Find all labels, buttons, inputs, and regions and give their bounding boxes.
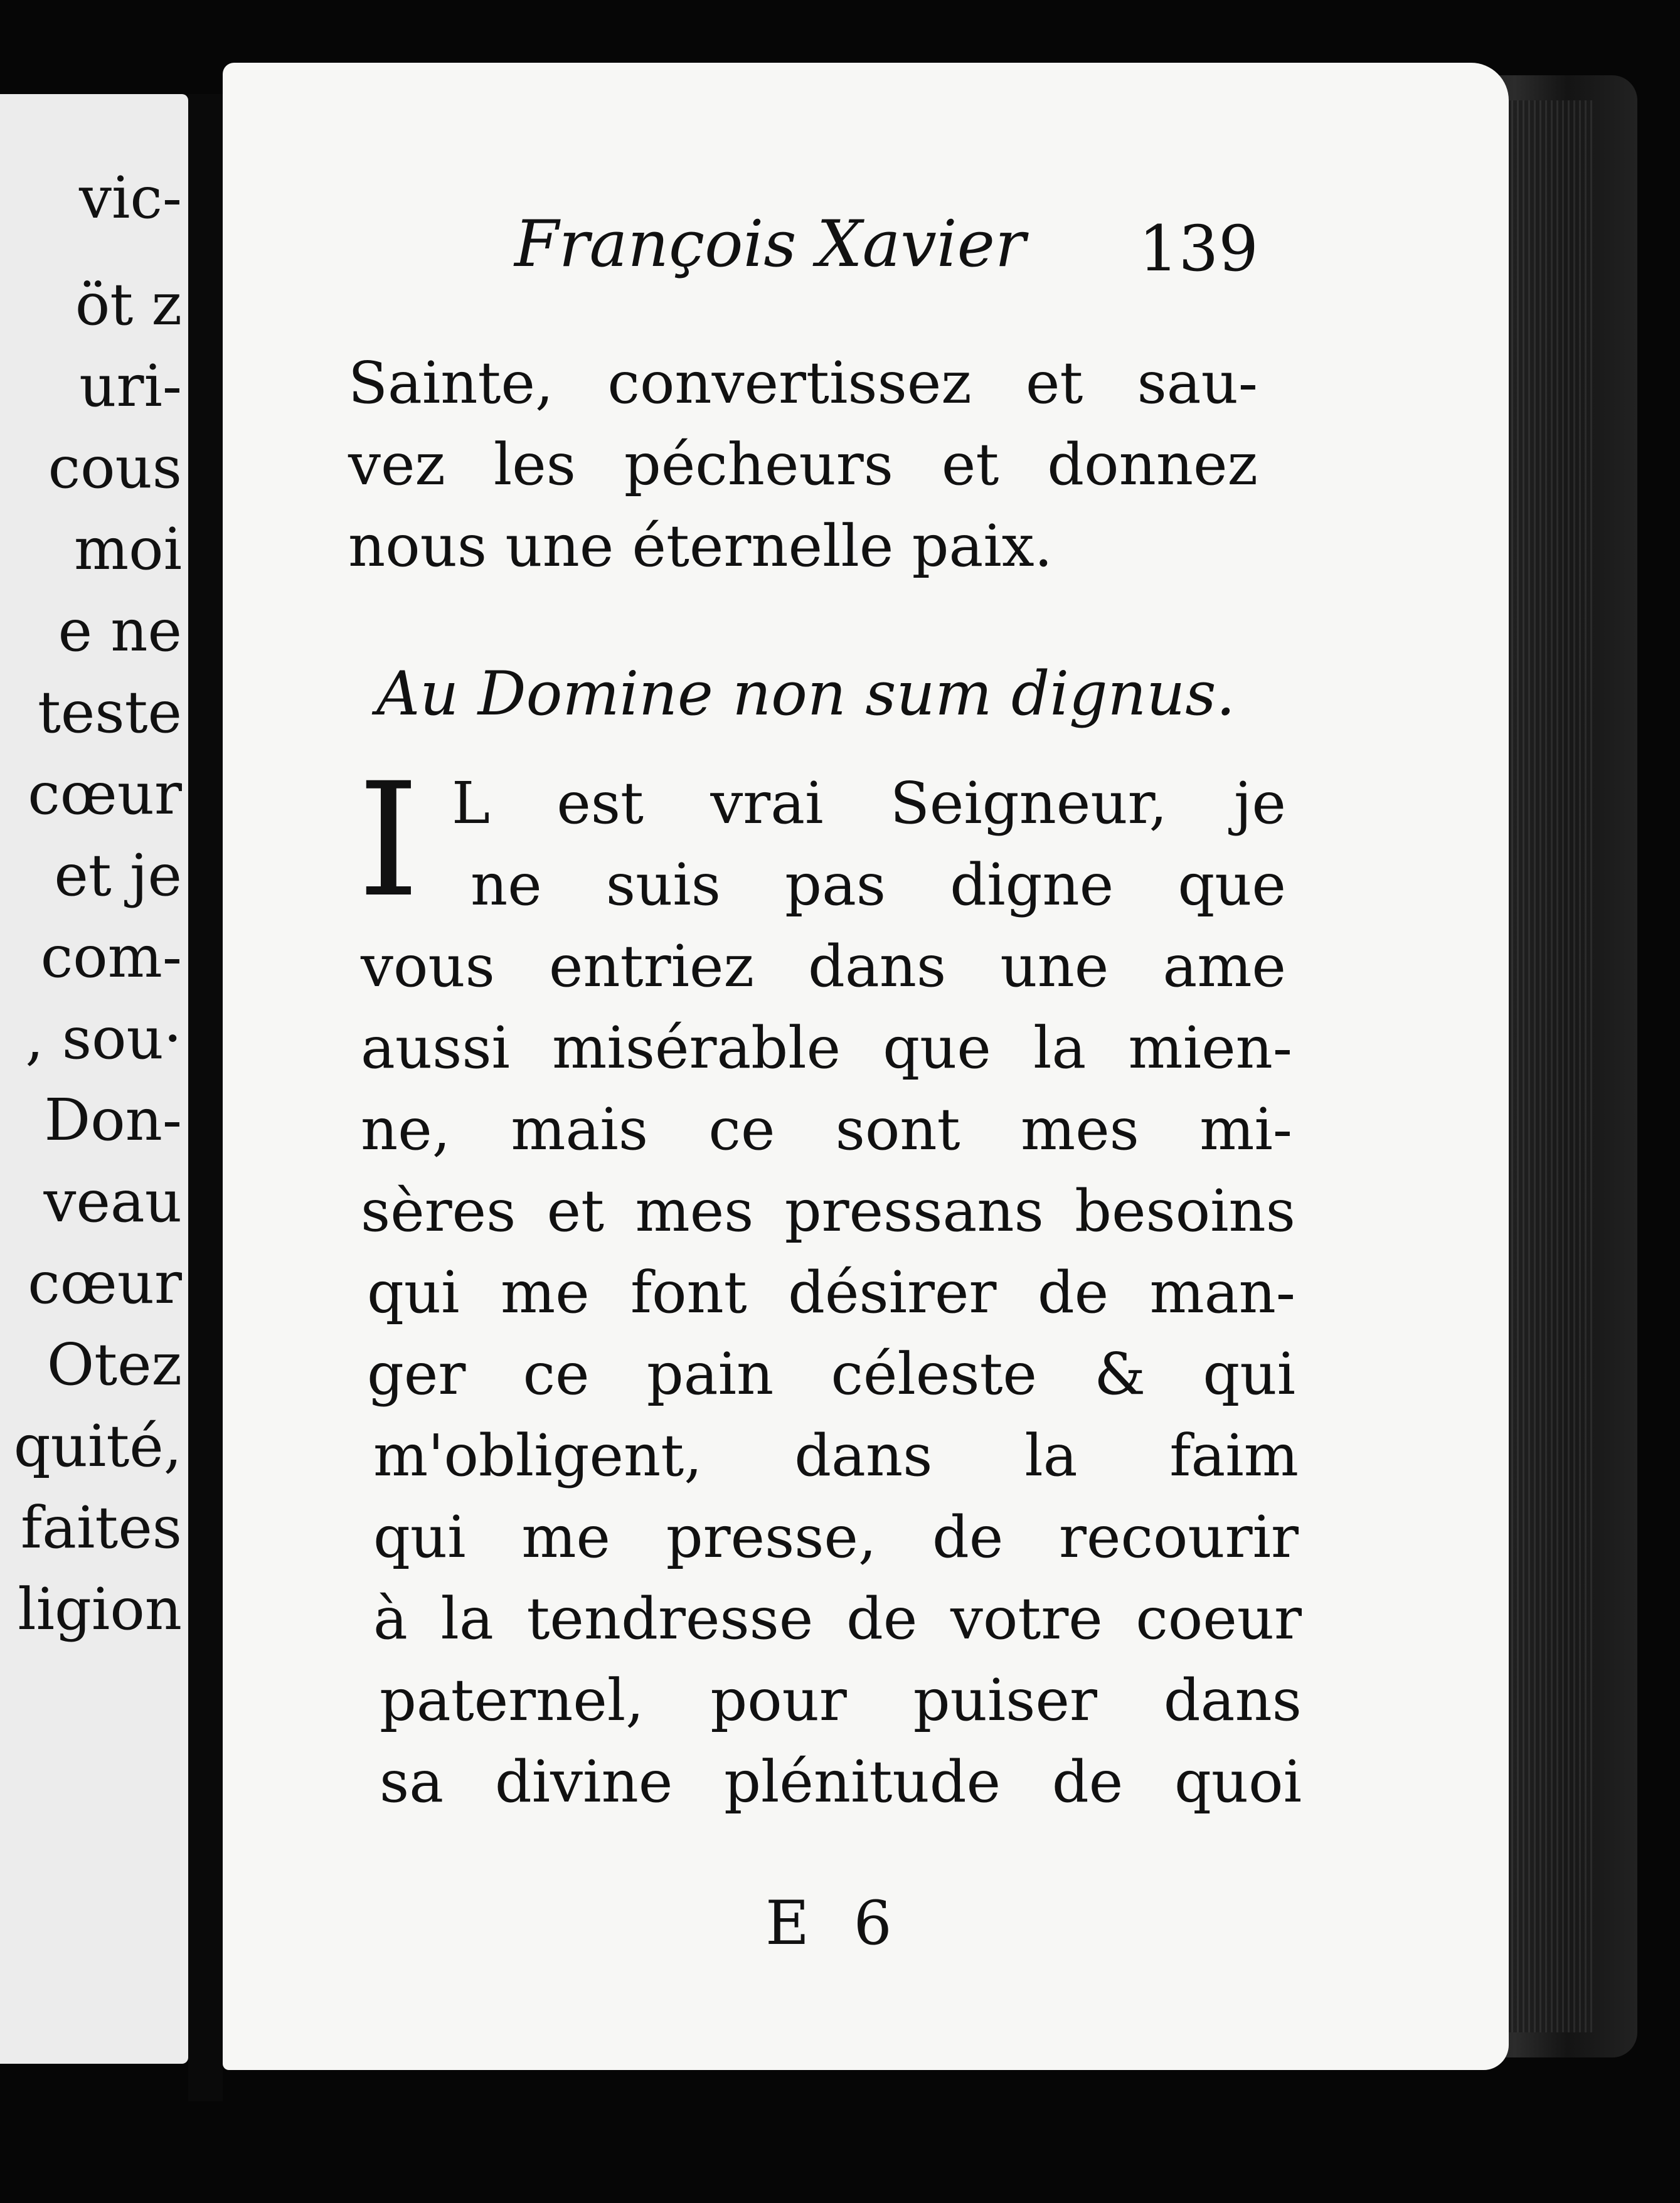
text-line: ne, mais ce sont mes mi- bbox=[361, 1096, 1292, 1163]
text-line: qui me font désirer de man- bbox=[367, 1259, 1295, 1326]
left-page-line: moi bbox=[73, 516, 182, 583]
text-line: nous une éternelle paix. bbox=[348, 512, 1053, 580]
text-line: qui me presse, de recourir bbox=[373, 1504, 1299, 1571]
left-page-line: vic- bbox=[78, 164, 182, 231]
left-page-line: ligion bbox=[18, 1576, 182, 1643]
book-gutter bbox=[188, 94, 223, 2101]
left-page-line: e ne bbox=[58, 597, 182, 664]
page-number: 139 bbox=[1139, 212, 1258, 285]
text-line: vous entriez dans une ame bbox=[361, 933, 1286, 1000]
text-line: paternel, pour puiser dans bbox=[380, 1667, 1302, 1734]
text-line: m'obligent, dans la faim bbox=[373, 1422, 1299, 1489]
text-line: Sainte, convertissez et sau- bbox=[348, 349, 1258, 417]
text-line: sères et mes pressans besoins bbox=[361, 1177, 1295, 1245]
left-page-line: veau bbox=[43, 1168, 182, 1235]
page-edge-texture bbox=[1506, 100, 1593, 2032]
left-page-line: Otez bbox=[46, 1331, 182, 1398]
running-head: François Xavier bbox=[514, 207, 1026, 282]
left-page-line: cœur bbox=[28, 760, 182, 827]
left-page-line: faites bbox=[21, 1494, 182, 1561]
left-page-line: öt z bbox=[75, 271, 182, 338]
left-page-line: uri- bbox=[79, 353, 182, 420]
left-page-line: quité, bbox=[13, 1413, 182, 1480]
text-line: ger ce pain céleste & qui bbox=[367, 1340, 1295, 1408]
signature-mark: E 6 bbox=[765, 1888, 905, 1958]
left-page-line: teste bbox=[37, 679, 182, 746]
drop-cap: I bbox=[358, 749, 420, 932]
left-facing-page bbox=[0, 94, 188, 2064]
text-line: sa divine plénitude de quoi bbox=[380, 1748, 1302, 1815]
left-page-line: Don- bbox=[44, 1086, 182, 1154]
section-heading: Au Domine non sum dignus. bbox=[376, 659, 1235, 729]
left-page-line: , sou· bbox=[25, 1005, 182, 1072]
text-line: ne suis pas digne que bbox=[471, 851, 1286, 918]
text-line: aussi misérable que la mien- bbox=[361, 1014, 1292, 1081]
left-page-line: com- bbox=[40, 923, 182, 990]
left-page-line: et je bbox=[54, 842, 182, 909]
left-page-line: cous bbox=[48, 434, 182, 501]
text-line: à la tendresse de votre coeur bbox=[373, 1585, 1302, 1652]
left-page-line: cœur bbox=[28, 1250, 182, 1317]
text-line: vez les pécheurs et donnez bbox=[348, 431, 1258, 498]
text-line: L est vrai Seigneur, je bbox=[452, 770, 1286, 837]
